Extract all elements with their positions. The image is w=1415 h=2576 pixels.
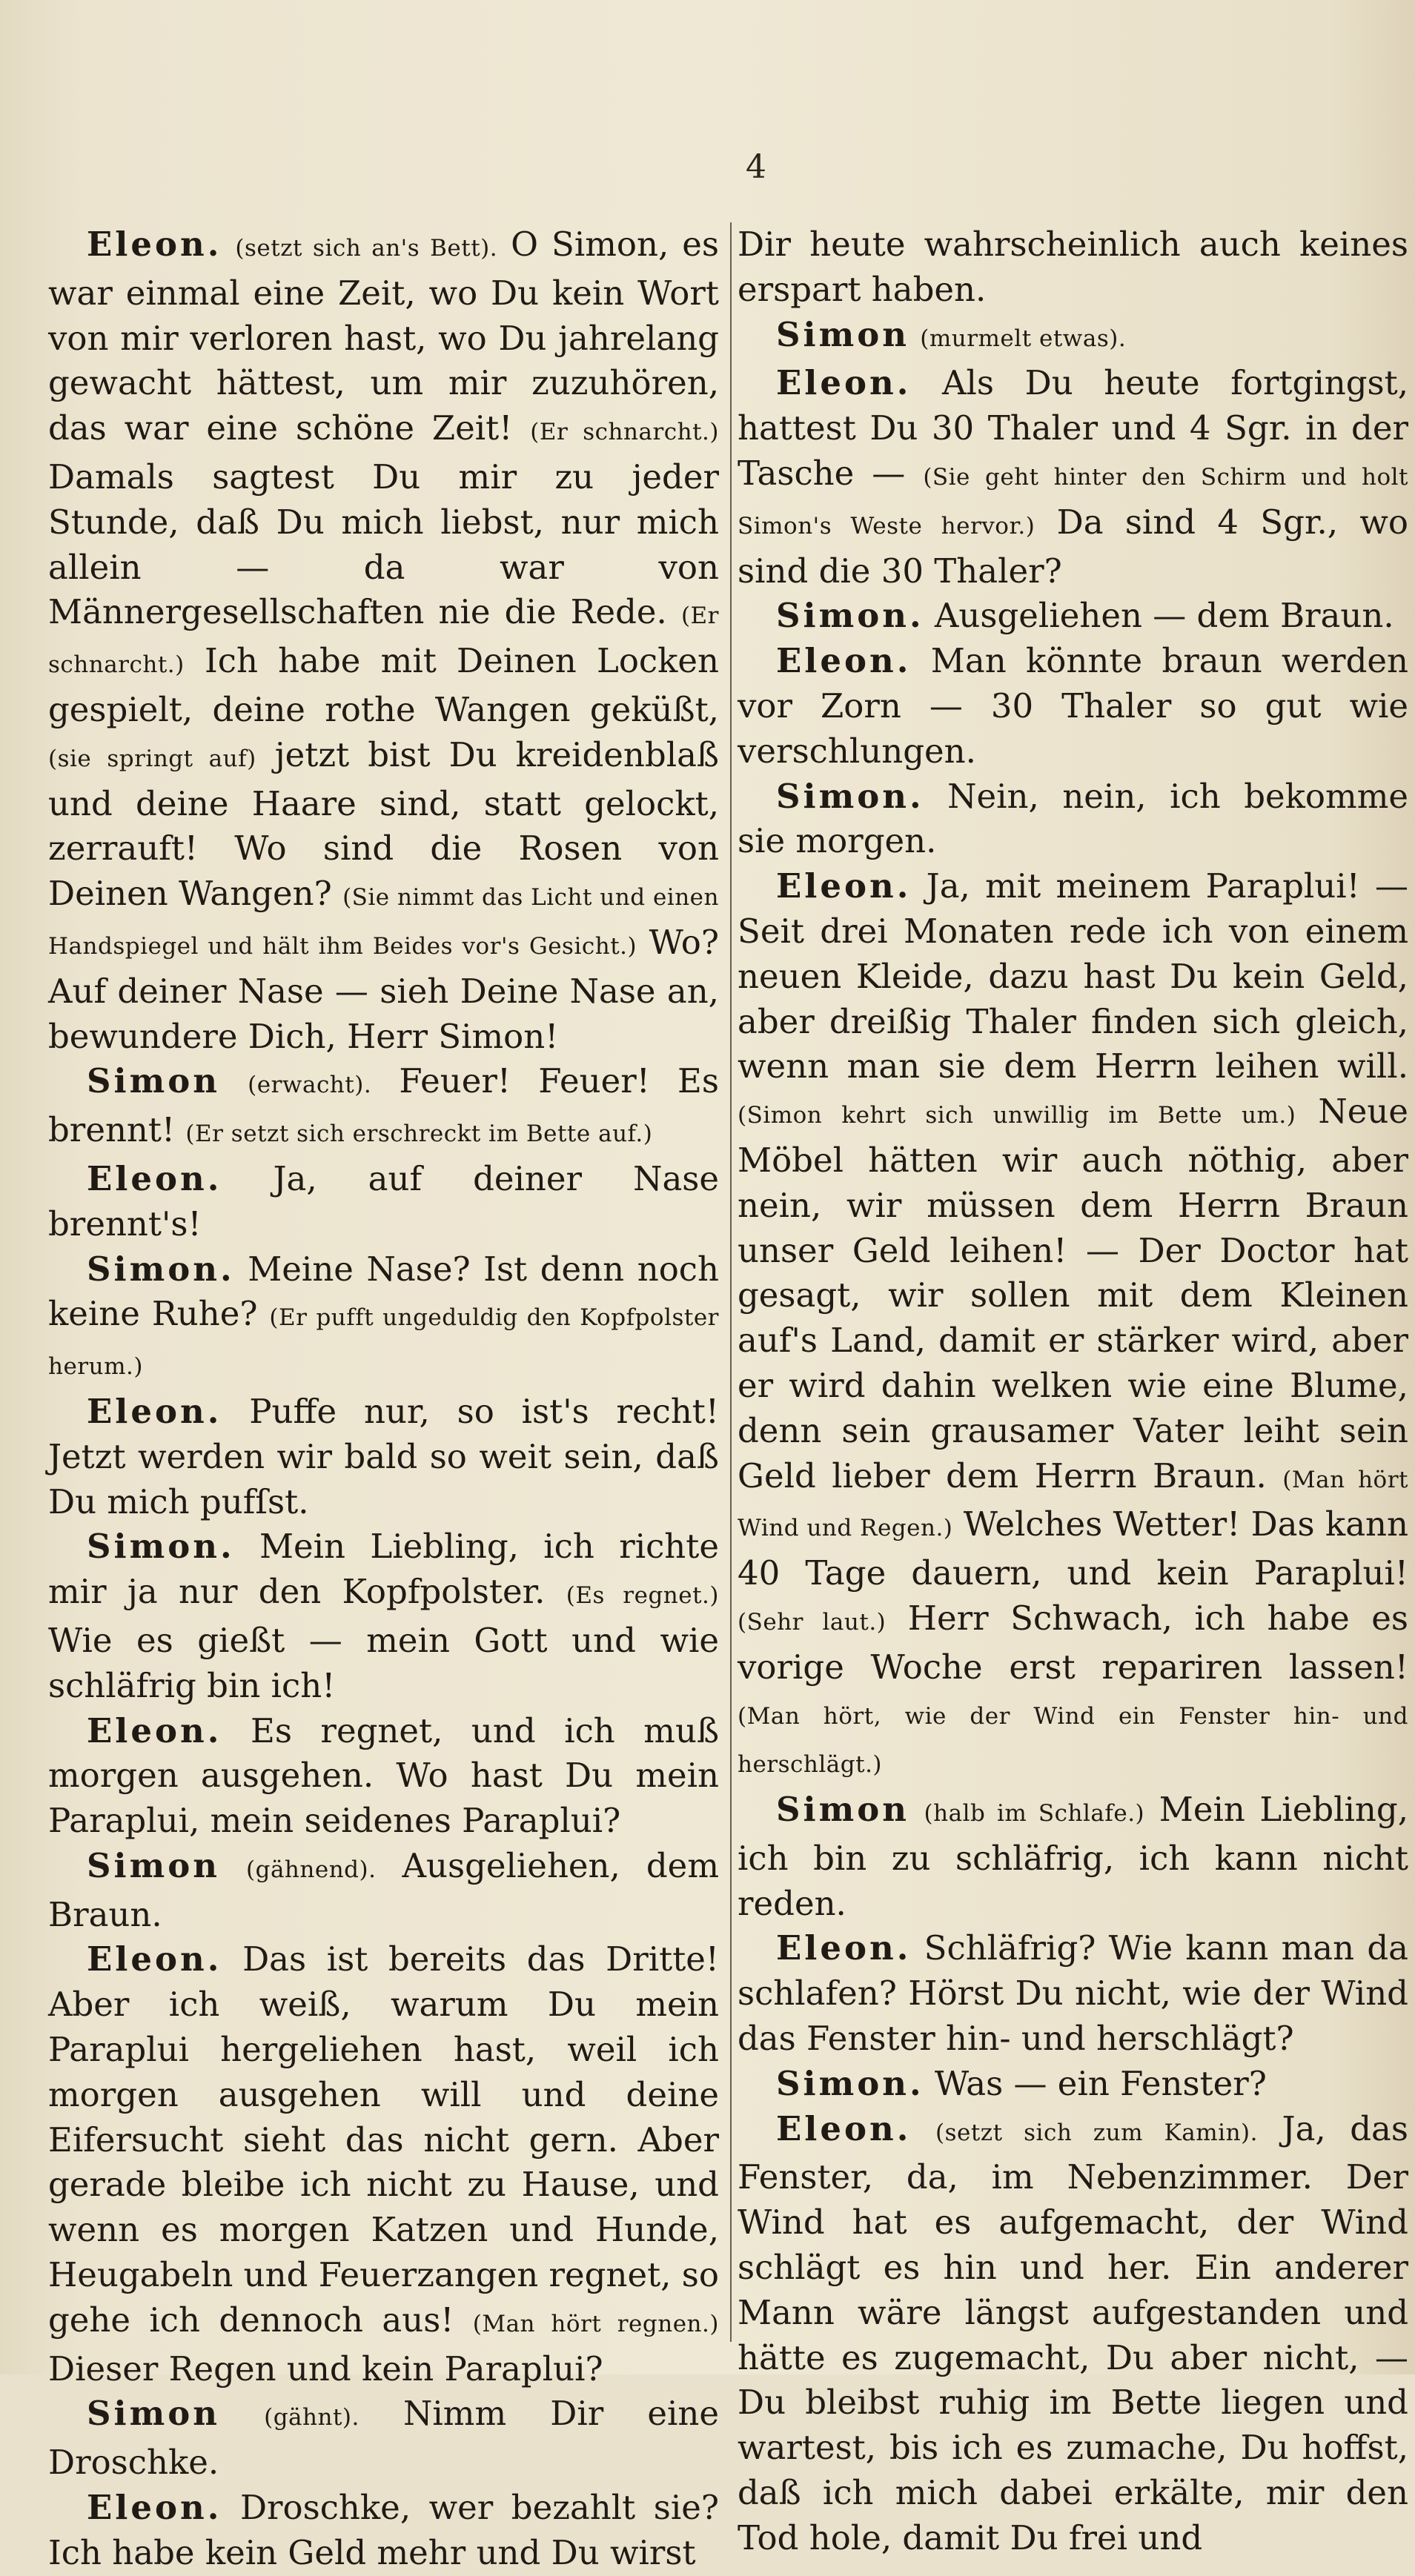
dialogue-text: Dir heute wahrscheinlich auch keines erspart haben. <box>738 225 1408 309</box>
stage-direction: (Er schnarcht.) <box>530 419 719 446</box>
speaker-name: Simon <box>776 314 909 354</box>
stage-direction: (gähnt). <box>264 2404 359 2431</box>
dialogue-text: Was — ein Fenster? <box>934 2063 1267 2103</box>
speaker-name: Simon <box>87 1845 220 1885</box>
dialogue-text: Ausgeliehen — dem Braun. <box>934 596 1394 636</box>
dialogue-paragraph <box>738 361 1408 594</box>
stage-direction: (Sehr laut.) <box>738 1608 887 1636</box>
dialogue-paragraph <box>48 1247 719 1390</box>
dialogue-text: O Simon, es war einmal eine Zeit, wo Du kein Wort von mir verloren hast, wo Du jahrelang gewacht hättest, um mir zuzuhören, das war eine schöne Zeit! <box>48 225 719 448</box>
dialogue-paragraph <box>738 594 1408 639</box>
dialogue-text: Da sind 4 Sgr., wo sind die 30 Thaler? <box>738 502 1409 591</box>
speaker-name: Simon. <box>776 776 924 816</box>
left-column <box>48 222 720 2572</box>
stage-direction: (Man hört Wind und Regen.) <box>738 1466 1408 1542</box>
dialogue-text: Herr Schwach, ich habe es vorige Woche erst repariren lassen! <box>738 1598 1408 1687</box>
dialogue-text: Nimm Dir eine Droschke. <box>48 2394 719 2483</box>
dialogue-text: Wie es gießt — mein Gott und wie schläfrig bin ich! <box>48 1620 719 1705</box>
stage-direction: (Sie nimmt das Licht und einen Handspiegel und hält ihm Beides vor's Gesicht.) <box>48 884 719 960</box>
dialogue-text: Feuer! Feuer! Es brennt! <box>48 1061 719 1150</box>
dialogue-text: Damals sagtest Du mir zu jeder Stunde, daß Du mich liebst, nur mich allein — da war von Männergesellschaften nie die Rede. <box>48 457 719 632</box>
stage-direction: (setzt sich an's Bett). <box>235 235 498 262</box>
dialogue-text: Dieser Regen und kein Paraplui? <box>48 2348 603 2389</box>
dialogue-text: Wo? Auf deiner Nase — sieh Deine Nase an, bewundere Dich, Herr Simon! <box>48 922 719 1056</box>
speaker-name: Simon <box>87 1061 220 1101</box>
stage-direction: (Sie geht hinter den Schirm und holt Simon's Weste hervor.) <box>738 463 1409 540</box>
dialogue-text: Droschke, wer bezahlt sie? Ich habe kein Geld mehr und Du wirst <box>48 2488 719 2572</box>
dialogue-text: Mein Liebling, ich bin zu schläfrig, ich kann nicht reden. <box>738 1790 1409 1923</box>
column-divider <box>730 222 732 2342</box>
speaker-name: Simon <box>776 1790 909 1830</box>
dialogue-text: Schläfrig? Wie kann man da schlafen? Hörst Du nicht, wie der Wind das Fenster hin- und herschlägt? <box>738 1928 1408 2059</box>
dialogue-text: Ja, das Fenster, da, im Nebenzimmer. Der Wind hat es aufgemacht, der Wind schlägt es hin und her. Ein anderer Mann wäre längst aufgestanden und hätte es zugemacht, Du aber nicht, — Du bleibst ruhig im Bette liegen und wartest, bis ich es zumache, Du hoffst, daß ich mich dabei erkälte, mir den Tod hole, damit Du frei und <box>738 2108 1408 2557</box>
page-number: 4 <box>746 148 766 186</box>
stage-direction: (Simon kehrt sich unwillig im Bette um.) <box>738 1102 1296 1129</box>
speaker-name: Eleon. <box>87 1710 222 1750</box>
dialogue-paragraph <box>738 313 1408 362</box>
speaker-name: Eleon. <box>87 1391 222 1431</box>
dialogue-text: Puffe nur, so ist's recht! Jetzt werden wir bald so weit sein, daß Du mich pufſst. <box>48 1391 719 1521</box>
speaker-name: Eleon. <box>776 363 912 403</box>
dialogue-paragraph <box>48 1157 719 1247</box>
dialogue-paragraph <box>48 1844 719 1938</box>
speaker-name: Simon <box>87 2394 220 2434</box>
dialogue-continuation <box>738 222 1408 313</box>
speaker-name: Simon. <box>87 1527 235 1567</box>
dialogue-text: Welches Wetter! Das kann 40 Tage dauern, und kein Paraplui! <box>738 1504 1408 1593</box>
dialogue-text: Es regnet, und ich muß morgen ausgehen. Wo hast Du mein Paraplui, mein seidenes Paraplui? <box>48 1710 719 1841</box>
dialogue-paragraph <box>48 1059 719 1157</box>
speaker-name: Simon. <box>776 596 924 636</box>
speaker-name: Eleon. <box>776 641 912 681</box>
dialogue-text: Man könnte braun werden vor Zorn — 30 Thaler so gut wie verschlungen. <box>738 641 1408 771</box>
dialogue-text: Das ist bereits das Dritte! Aber ich weiß, warum Du mein Paraplui hergeliehen hast, weil ich morgen ausgehen will und deine Eifersucht sieht das nicht gern. Aber gerade bleibe ich nicht zu Hause, und wenn es morgen Katzen und Hunde, Heugabeln und Feuerzangen regnet, so gehe ich dennoch aus! <box>48 1939 719 2340</box>
stage-direction: (gähnend). <box>246 1856 377 1883</box>
speaker-name: Eleon. <box>776 2108 912 2148</box>
stage-direction: (Man hört regnen.) <box>472 2310 719 2337</box>
stage-direction: (setzt sich zum Kamin). <box>935 2119 1259 2146</box>
dialogue-paragraph <box>738 864 1408 1787</box>
stage-direction: (Man hört, wie der Wind ein Fenster hin- und herschlägt.) <box>738 1702 1408 1779</box>
dialogue-text: Ja, auf deiner Nase brennt's! <box>48 1158 719 1244</box>
dialogue-paragraph <box>738 639 1408 774</box>
dialogue-paragraph <box>48 222 719 1059</box>
dialogue-paragraph <box>48 2391 719 2486</box>
stage-direction: (Er pufft ungeduldig den Kopfpolster herum.) <box>48 1304 719 1381</box>
speaker-name: Simon. <box>776 2063 924 2103</box>
stage-direction: (erwacht). <box>248 1072 372 1099</box>
stage-direction: (halb im Schlafe.) <box>924 1800 1145 1828</box>
dialogue-text: jetzt bist Du kreidenblaß und deine Haare sind, statt gelockt, zerrauft! Wo sind die Rosen von Deinen Wangen? <box>48 734 719 914</box>
right-column <box>738 222 1409 2557</box>
dialogue-paragraph <box>48 1524 719 1708</box>
stage-direction: (Er setzt sich erschreckt im Bette auf.) <box>185 1121 653 1148</box>
stage-direction: (Er schnarcht.) <box>48 602 719 679</box>
speaker-name: Eleon. <box>87 1158 222 1198</box>
dialogue-text: Als Du heute fortgingst, hattest Du 30 Thaler und 4 Sgr. in der Tasche — <box>738 363 1409 493</box>
dialogue-text: Ja, mit meinem Paraplui! — Seit drei Monaten rede ich von einem neuen Kleide, dazu hast Du kein Geld, aber dreißig Thaler finden sich gleich, wenn man sie dem Herrn leihen will. <box>738 866 1408 1086</box>
dialogue-text: Mein Liebling, ich richte mir ja nur den Kopfpolster. <box>48 1527 719 1612</box>
dialogue-paragraph <box>738 2062 1408 2107</box>
dialogue-paragraph <box>738 1926 1408 2061</box>
speaker-name: Simon. <box>87 1249 235 1289</box>
dialogue-paragraph <box>738 1787 1408 1926</box>
stage-direction: (murmelt etwas). <box>920 325 1127 352</box>
dialogue-paragraph <box>738 2107 1408 2561</box>
dialogue-paragraph <box>48 1709 719 1844</box>
speaker-name: Eleon. <box>87 1939 222 1979</box>
dialogue-paragraph <box>48 1390 719 1524</box>
dialogue-text: Ich habe mit Deinen Locken gespielt, deine rothe Wangen geküßt, <box>48 641 719 729</box>
dialogue-paragraph <box>48 1937 719 2391</box>
speaker-name: Eleon. <box>776 866 912 906</box>
dialogue-text: Meine Nase? Ist denn noch keine Ruhe? <box>48 1249 719 1334</box>
dialogue-paragraph <box>738 774 1408 865</box>
dialogue-paragraph <box>48 2486 719 2576</box>
speaker-name: Eleon. <box>87 225 222 264</box>
dialogue-text: Ausgeliehen, dem Braun. <box>48 1845 719 1934</box>
speaker-name: Eleon. <box>87 2488 222 2528</box>
speaker-name: Eleon. <box>776 1928 912 1968</box>
dialogue-text: Neue Möbel hätten wir auch nöthig, aber nein, wir müssen dem Herrn Braun unser Geld leihen! — Der Doctor hat gesagt, wir sollen mit dem Kleinen auf's Land, damit er stärker wird, aber er wird dahin welken wie eine Blume, denn sein grausamer Vater leiht sein Geld lieber dem Herrn Braun. <box>738 1092 1408 1496</box>
stage-direction: (Es regnet.) <box>566 1582 720 1610</box>
dialogue-text: Nein, nein, ich bekomme sie morgen. <box>738 776 1408 861</box>
stage-direction: (sie springt auf) <box>48 745 256 772</box>
